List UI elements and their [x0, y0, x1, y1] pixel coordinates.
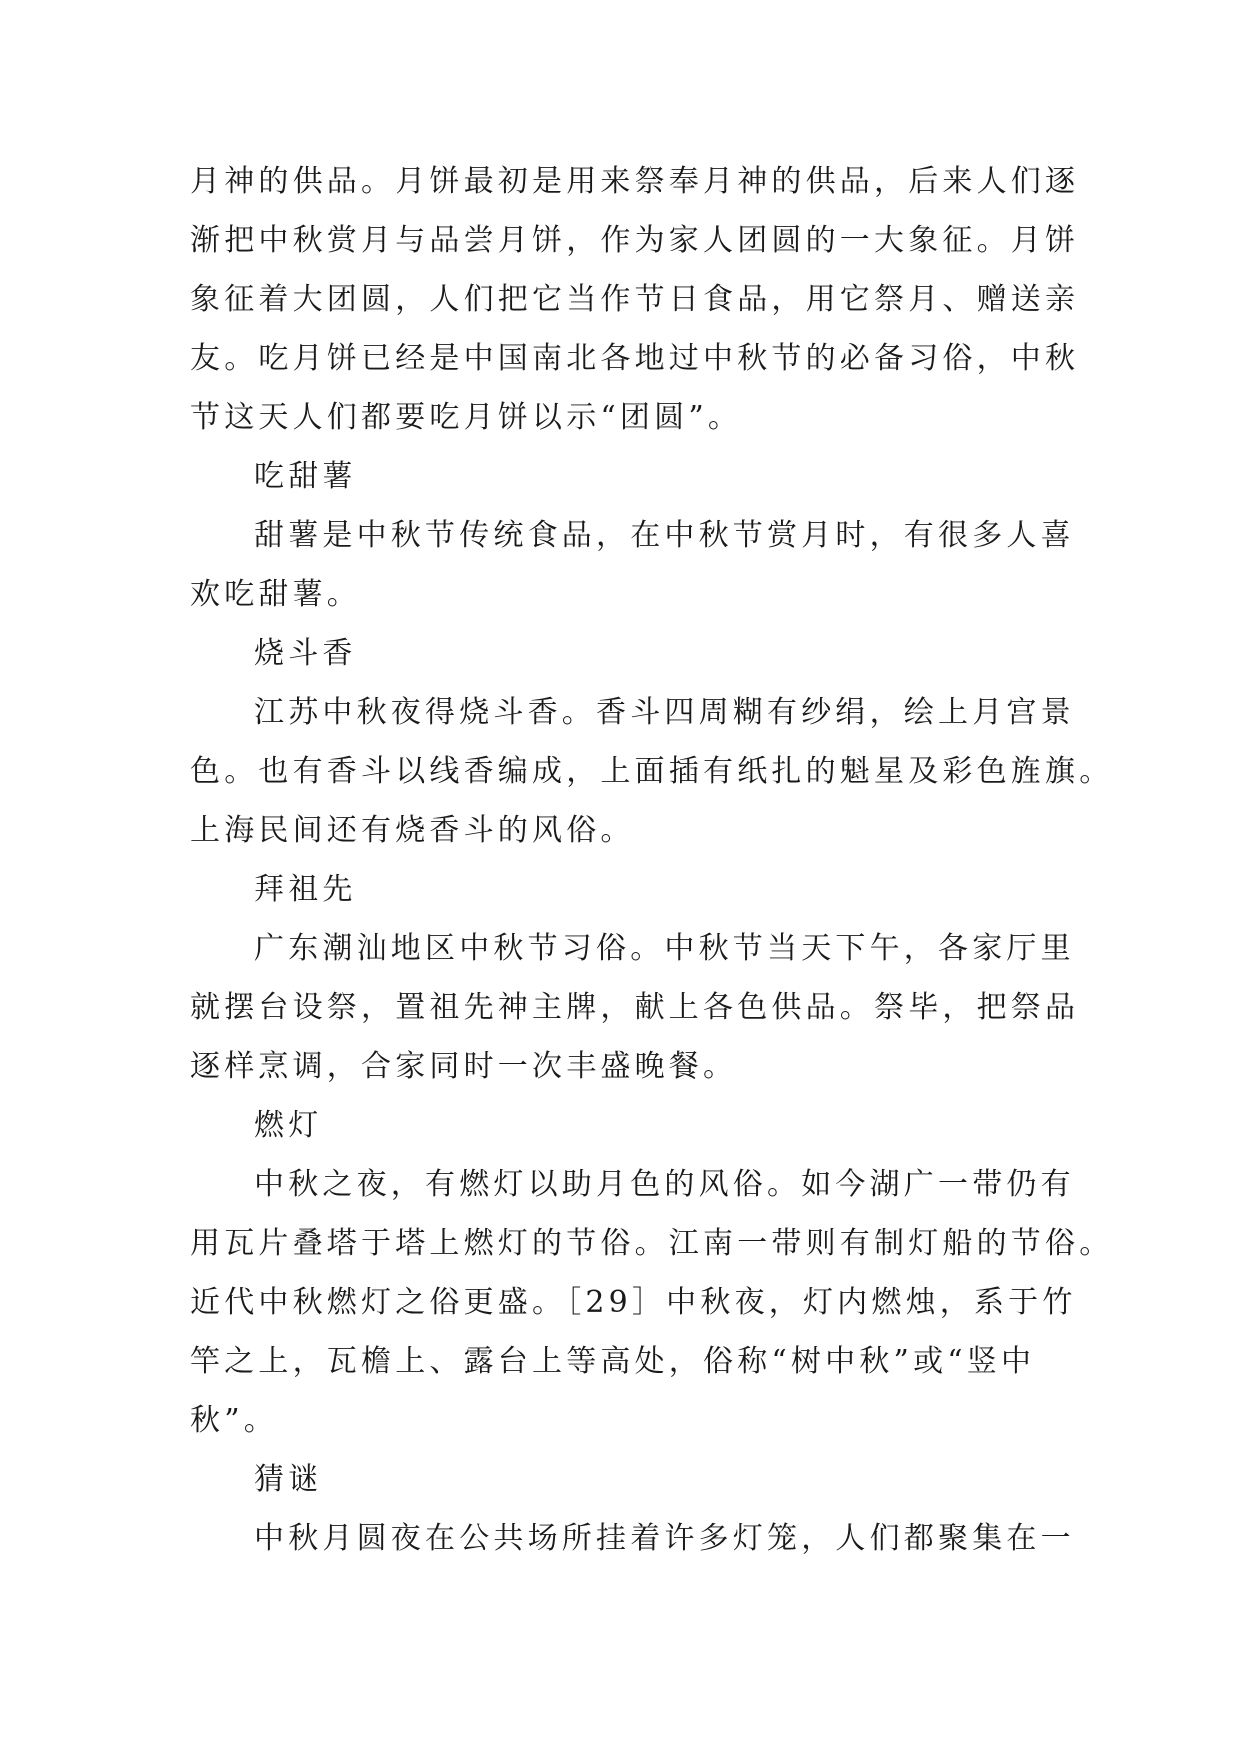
- text-line: 色。也有香斗以线香编成，上面插有纸扎的魁星及彩色旌旗。: [190, 754, 1114, 789]
- section-heading: 燃灯: [254, 1108, 323, 1143]
- text-line: 用瓦片叠塔于塔上燃灯的节俗。江南一带则有制灯船的节俗。: [190, 1226, 1114, 1261]
- text-line: 逐样烹调，合家同时一次丰盛晚餐。: [190, 1049, 738, 1084]
- text-line: 秋”。: [190, 1403, 278, 1438]
- text-line: 中秋月圆夜在公共场所挂着许多灯笼，人们都聚集在一: [254, 1521, 1075, 1556]
- section-heading: 吃甜薯: [254, 459, 357, 494]
- text-line: 广东潮汕地区中秋节习俗。中秋节当天下午，各家厅里: [254, 931, 1075, 966]
- text-line: 节这天人们都要吃月饼以示“团圆”。: [190, 400, 743, 435]
- text-line: 象征着大团圆，人们把它当作节日食品，用它祭月、赠送亲: [190, 282, 1080, 317]
- section-heading: 烧斗香: [254, 636, 357, 671]
- body-text: [190, 152, 1114, 1568]
- text-line: 竿之上，瓦檐上、露台上等高处，俗称“树中秋”或“竖中: [190, 1344, 1036, 1379]
- text-line: 甜薯是中秋节传统食品，在中秋节赏月时，有很多人喜: [254, 518, 1075, 553]
- text-line: 中秋之夜，有燃灯以助月色的风俗。如今湖广一带仍有: [254, 1167, 1075, 1202]
- text-line: 江苏中秋夜得烧斗香。香斗四周糊有纱绢，绘上月宫景: [254, 695, 1075, 730]
- text-line: 近代中秋燃灯之俗更盛。［29］中秋夜，灯内燃烛，系于竹: [190, 1285, 1077, 1320]
- section-heading: 拜祖先: [254, 872, 357, 907]
- text-line: 上海民间还有烧香斗的风俗。: [190, 813, 635, 848]
- section-heading: 猜谜: [254, 1462, 323, 1497]
- text-line: 欢吃甜薯。: [190, 577, 361, 612]
- text-line: 月神的供品。月饼最初是用来祭奉月神的供品，后来人们逐: [190, 164, 1080, 199]
- text-line: 就摆台设祭，置祖先神主牌，献上各色供品。祭毕，把祭品: [190, 990, 1080, 1025]
- text-line: 渐把中秋赏月与品尝月饼，作为家人团圆的一大象征。月饼: [190, 223, 1080, 258]
- text-line: 友。吃月饼已经是中国南北各地过中秋节的必备习俗，中秋: [190, 341, 1080, 376]
